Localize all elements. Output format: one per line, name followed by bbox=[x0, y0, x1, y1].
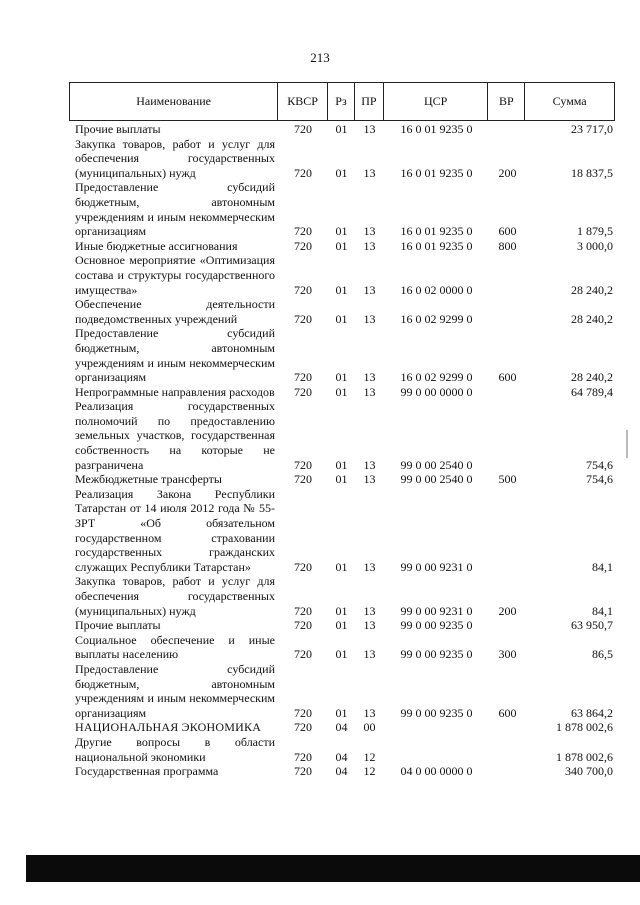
table-row bbox=[69, 297, 615, 326]
cell-vr: 200 bbox=[498, 165, 517, 180]
cell-csr: 16 0 01 9235 0 bbox=[400, 122, 473, 136]
cell-sum: 754,6 bbox=[586, 472, 613, 487]
cell-kvsr: 720 bbox=[294, 370, 312, 385]
table-row bbox=[69, 180, 615, 238]
cell-rz: 01 bbox=[335, 559, 348, 574]
cell-csr: 99 0 00 9235 0 bbox=[400, 705, 473, 720]
cell-rz: 01 bbox=[335, 457, 348, 472]
cell-rz: 01 bbox=[335, 238, 348, 253]
cell-rz: 01 bbox=[335, 165, 348, 180]
cell-sum: 64 789,4 bbox=[571, 384, 613, 399]
cell-kvsr: 720 bbox=[294, 720, 312, 735]
cell-kvsr: 720 bbox=[294, 603, 312, 618]
table-body bbox=[69, 121, 615, 779]
table-row bbox=[69, 662, 615, 720]
cell-sum: 18 837,5 bbox=[571, 165, 613, 180]
cell-pr: 13 bbox=[363, 457, 376, 472]
cell-rz: 01 bbox=[335, 224, 348, 239]
table-row bbox=[69, 385, 615, 400]
cell-rz: 01 bbox=[335, 618, 348, 633]
cell-rz: 01 bbox=[335, 472, 348, 487]
cell-kvsr: 720 bbox=[294, 457, 312, 472]
cell-name: Иные бюджетные ассигнования bbox=[75, 238, 238, 253]
cell-name: Обеспечение деятельности подведомственных учреждений bbox=[75, 297, 275, 326]
table-row bbox=[69, 472, 615, 487]
cell-sum: 1 878 002,6 bbox=[556, 749, 613, 764]
cell-csr: 04 0 00 0000 0 bbox=[400, 764, 473, 779]
cell-name: Закупка товаров, работ и услуг для обеспечения государственных (муниципальных) нужд bbox=[75, 136, 275, 180]
cell-pr: 12 bbox=[363, 764, 376, 779]
cell-vr: 600 bbox=[498, 705, 517, 720]
cell-kvsr: 720 bbox=[294, 384, 312, 399]
cell-name: Реализация государственных полномочий по предоставлению земельных участков, государственная собственность на которые не разграничена bbox=[75, 399, 275, 472]
table-row bbox=[69, 633, 615, 662]
cell-name: Государственная программа bbox=[75, 764, 219, 779]
cell-csr: 99 0 00 9235 0 bbox=[400, 618, 473, 633]
table-row bbox=[69, 399, 615, 472]
cell-pr: 13 bbox=[363, 122, 376, 136]
cell-pr: 13 bbox=[363, 282, 376, 297]
cell-csr: 99 0 00 9231 0 bbox=[400, 603, 473, 618]
cell-sum: 754,6 bbox=[586, 457, 613, 472]
cell-kvsr: 720 bbox=[294, 749, 312, 764]
cell-name: Другие вопросы в области национальной экономики bbox=[75, 734, 275, 764]
cell-name: Предоставление субсидий бюджетным, автономным учреждениям и иным некоммерческим организациям bbox=[75, 661, 275, 720]
cell-pr: 13 bbox=[363, 618, 376, 633]
cell-kvsr: 720 bbox=[294, 165, 312, 180]
table-row bbox=[69, 487, 615, 575]
cell-pr: 00 bbox=[363, 720, 376, 735]
cell-rz: 04 bbox=[335, 720, 348, 735]
cell-vr: 200 bbox=[498, 603, 517, 618]
cell-name: Прочие выплаты bbox=[75, 122, 161, 136]
cell-pr: 13 bbox=[363, 472, 376, 487]
cell-kvsr: 720 bbox=[294, 618, 312, 633]
cell-csr: 16 0 02 9299 0 bbox=[400, 370, 473, 385]
cell-kvsr: 720 bbox=[294, 224, 312, 239]
cell-rz: 01 bbox=[335, 311, 348, 326]
cell-csr: 16 0 02 0000 0 bbox=[400, 282, 473, 297]
cell-pr: 13 bbox=[363, 165, 376, 180]
cell-kvsr: 720 bbox=[294, 311, 312, 326]
table-row bbox=[69, 618, 615, 633]
page-number: 213 bbox=[310, 50, 330, 65]
cell-vr: 500 bbox=[498, 472, 517, 487]
cell-csr: 99 0 00 9231 0 bbox=[400, 559, 473, 574]
table-row bbox=[69, 764, 615, 779]
cell-csr: 16 0 01 9235 0 bbox=[400, 238, 473, 253]
cell-csr: 99 0 00 2540 0 bbox=[400, 472, 473, 487]
header-csr: ЦСР bbox=[384, 83, 489, 120]
cell-pr: 13 bbox=[363, 311, 376, 326]
table-row bbox=[69, 735, 615, 764]
cell-kvsr: 720 bbox=[294, 705, 312, 720]
cell-vr: 600 bbox=[498, 370, 517, 385]
table-row bbox=[69, 239, 615, 254]
cell-kvsr: 720 bbox=[294, 559, 312, 574]
cell-sum: 1 879,5 bbox=[577, 224, 613, 239]
cell-sum: 86,5 bbox=[592, 647, 613, 662]
header-pr: ПР bbox=[355, 83, 384, 120]
cell-csr: 99 0 00 2540 0 bbox=[400, 457, 473, 472]
table-row bbox=[69, 326, 615, 384]
cell-name: НАЦИОНАЛЬНАЯ ЭКОНОМИКА bbox=[75, 720, 262, 735]
table-row bbox=[69, 574, 615, 618]
cell-pr: 13 bbox=[363, 647, 376, 662]
cell-sum: 28 240,2 bbox=[571, 311, 613, 326]
table-row bbox=[69, 720, 615, 735]
cell-name: Социальное обеспечение и иные выплаты населению bbox=[75, 632, 275, 662]
cell-csr: 99 0 00 9235 0 bbox=[400, 647, 473, 662]
cell-sum: 84,1 bbox=[592, 603, 613, 618]
cell-kvsr: 720 bbox=[294, 472, 312, 487]
cell-kvsr: 720 bbox=[294, 238, 312, 253]
cell-pr: 13 bbox=[363, 559, 376, 574]
cell-name: Межбюджетные трансферты bbox=[75, 472, 222, 487]
cell-sum: 63 950,7 bbox=[571, 618, 613, 633]
cell-sum: 23 717,0 bbox=[571, 122, 613, 136]
header-vr: ВР bbox=[488, 83, 525, 120]
cell-vr: 300 bbox=[498, 647, 517, 662]
cell-rz: 01 bbox=[335, 603, 348, 618]
header-kvsr: КВСР bbox=[278, 83, 328, 120]
cell-rz: 01 bbox=[335, 122, 348, 136]
table-row bbox=[69, 122, 615, 137]
cell-vr: 800 bbox=[498, 238, 517, 253]
cell-kvsr: 720 bbox=[294, 764, 312, 779]
cell-rz: 04 bbox=[335, 764, 348, 779]
cell-pr: 13 bbox=[363, 238, 376, 253]
cell-name: Реализация Закона Республики Татарстан от 14 июля 2012 года № 55-ЗРТ «Об обязательном государственном страховании государственных гражданских служащих Республики Татарстан» bbox=[75, 486, 275, 574]
cell-name: Основное мероприятие «Оптимизация состава и структуры государственного имущества» bbox=[75, 253, 275, 297]
table-row bbox=[69, 137, 615, 181]
cell-pr: 13 bbox=[363, 603, 376, 618]
cell-name: Предоставление субсидий бюджетным, автономным учреждениям и иным некоммерческим организациям bbox=[75, 326, 275, 385]
cell-sum: 3 000,0 bbox=[577, 238, 613, 253]
cell-rz: 01 bbox=[335, 705, 348, 720]
cell-csr: 99 0 00 0000 0 bbox=[400, 384, 473, 399]
cell-sum: 63 864,2 bbox=[571, 705, 613, 720]
cell-kvsr: 720 bbox=[294, 647, 312, 662]
cell-sum: 340 700,0 bbox=[565, 764, 613, 779]
cell-sum: 28 240,2 bbox=[571, 370, 613, 385]
cell-pr: 13 bbox=[363, 705, 376, 720]
cell-csr: 16 0 02 9299 0 bbox=[400, 311, 473, 326]
cell-rz: 01 bbox=[335, 647, 348, 662]
budget-table bbox=[69, 82, 615, 779]
header-name: Наименование bbox=[70, 83, 278, 120]
cell-sum: 28 240,2 bbox=[571, 282, 613, 297]
header-sum: Сумма bbox=[552, 94, 587, 109]
scan-artifact bbox=[626, 430, 628, 458]
cell-pr: 13 bbox=[363, 384, 376, 399]
cell-kvsr: 720 bbox=[294, 282, 312, 297]
cell-vr: 600 bbox=[498, 224, 517, 239]
cell-rz: 01 bbox=[335, 370, 348, 385]
header-rz: Рз bbox=[328, 83, 355, 120]
cell-name: Предоставление субсидий бюджетным, автономным учреждениям и иным некоммерческим организациям bbox=[75, 180, 275, 239]
cell-pr: 13 bbox=[363, 370, 376, 385]
cell-kvsr: 720 bbox=[294, 122, 312, 136]
table-header bbox=[69, 82, 615, 121]
cell-rz: 01 bbox=[335, 282, 348, 297]
cell-pr: 12 bbox=[363, 749, 376, 764]
cell-rz: 01 bbox=[335, 384, 348, 399]
cell-sum: 84,1 bbox=[592, 559, 613, 574]
cell-csr: 16 0 01 9235 0 bbox=[400, 224, 473, 239]
scan-edge-bar bbox=[26, 855, 640, 882]
cell-name: Прочие выплаты bbox=[75, 618, 161, 633]
cell-rz: 04 bbox=[335, 749, 348, 764]
cell-name: Закупка товаров, работ и услуг для обеспечения государственных (муниципальных) нужд bbox=[75, 574, 275, 618]
table-row bbox=[69, 253, 615, 297]
cell-pr: 13 bbox=[363, 224, 376, 239]
cell-csr: 16 0 01 9235 0 bbox=[400, 165, 473, 180]
cell-name: Непрограммные направления расходов bbox=[75, 384, 275, 399]
cell-sum: 1 878 002,6 bbox=[556, 720, 613, 735]
